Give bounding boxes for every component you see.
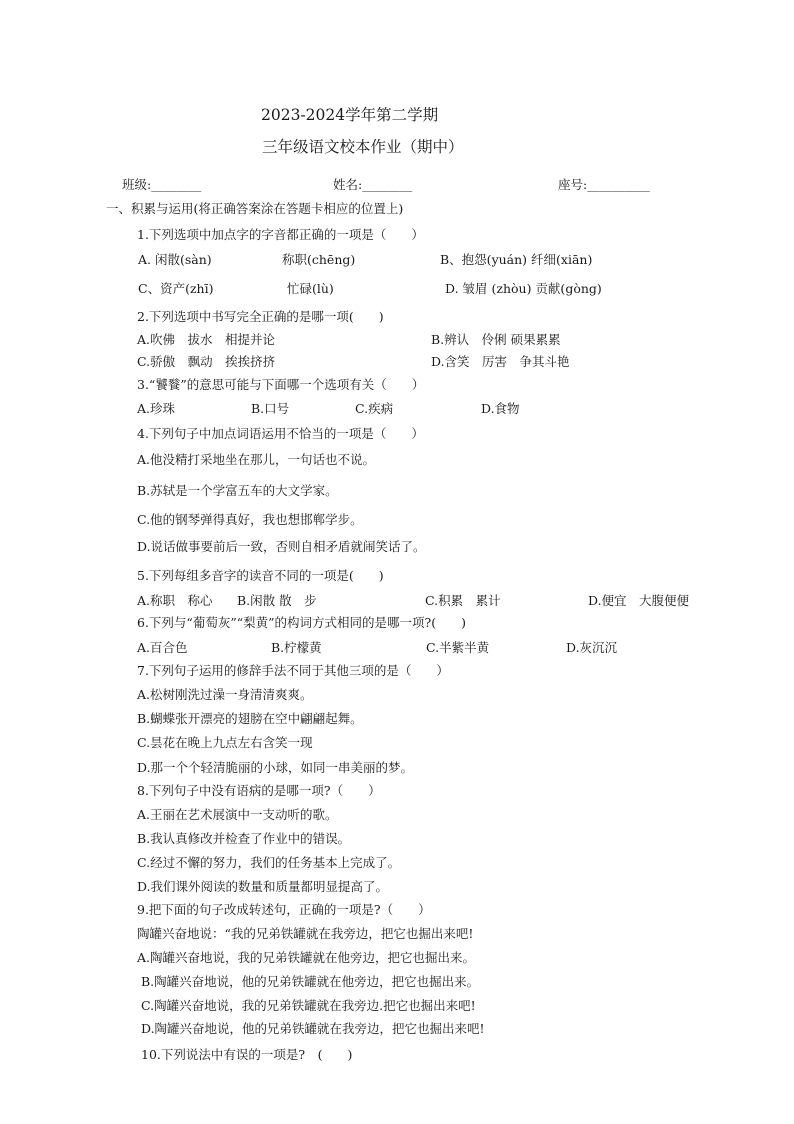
q7-option-b: B.蝴蝶张开漂亮的翅膀在空中翩翩起舞。 bbox=[137, 711, 363, 726]
q9-option-a: A.陶罐兴奋地说，我的兄弟铁罐就在他旁边，把它也掘出来。 bbox=[137, 950, 476, 965]
page-title: 三年级语文校本作业（期中） bbox=[262, 138, 464, 156]
q2-option-b: B.辨认 伶俐 硕果累累 bbox=[431, 332, 561, 347]
q9-stem: 9.把下面的句子改成转述句，正确的一项是?（ ） bbox=[137, 902, 431, 917]
q8-option-c: C.经过不懈的努力，我们的任务基本上完成了。 bbox=[137, 855, 401, 870]
q7-option-d: D.那一个个轻清脆丽的小球，如同一串美丽的梦。 bbox=[137, 760, 414, 775]
q2-option-c: C.骄傲 飘动 挨挨挤挤 bbox=[137, 354, 276, 369]
q2-stem: 2.下列选项中书写完全正确的是哪一项( ) bbox=[137, 309, 384, 324]
q3-option-c: C.疾病 bbox=[355, 401, 394, 416]
q3-option-a: A.珍珠 bbox=[137, 401, 176, 416]
q5-option-b: B.闲散 散 步 bbox=[237, 593, 317, 608]
q6-stem: 6.下列与“葡萄灰”“梨黄”的构词方式相同的是哪一项?( ) bbox=[137, 615, 466, 630]
q1-option-a2: 称职(chēng) bbox=[282, 252, 356, 267]
q6-option-a: A.百合色 bbox=[137, 640, 188, 655]
q1-option-b: B、抱怨(yuán) 纤细(xiān) bbox=[440, 252, 593, 267]
class-field: 班级:________ bbox=[122, 177, 202, 192]
q4-stem: 4.下列句子中加点词语运用不恰当的一项是（ ） bbox=[137, 426, 424, 441]
q6-option-d: D.灰沉沉 bbox=[566, 640, 618, 655]
q2-option-d: D.含笑 厉害 争其斗艳 bbox=[431, 354, 570, 369]
q10-stem: 10.下列说法中有误的一项是? ( ) bbox=[141, 1047, 353, 1062]
seat-field: 座号:__________ bbox=[558, 177, 650, 192]
q1-stem: 1.下列选项中加点字的字音都正确的一项是（ ） bbox=[137, 227, 424, 242]
term-title: 2023-2024学年第二学期 bbox=[261, 106, 439, 124]
q4-option-c: C.他的钢琴弹得真好，我也想邯郸学步。 bbox=[137, 512, 363, 527]
q3-option-d: D.食物 bbox=[481, 401, 520, 416]
q1-option-c: C、资产(zhī) bbox=[138, 281, 214, 296]
q4-option-a: A.他没精打采地坐在那儿，一句话也不说。 bbox=[137, 452, 376, 467]
q1-option-c2: 忙碌(lù) bbox=[287, 281, 334, 296]
q8-stem: 8.下列句子中没有语病的是哪一项?（ ） bbox=[137, 783, 381, 798]
q6-option-c: C.半紫半黄 bbox=[426, 640, 490, 655]
q5-option-a: A.称职 称心 bbox=[137, 593, 213, 608]
q2-option-a: A.吹佛 拔水 相提并论 bbox=[137, 332, 276, 347]
q5-option-d: D.便宜 大腹便便 bbox=[588, 593, 690, 608]
q9-option-b: B.陶罐兴奋地说，他的兄弟铁罐就在他旁边，把它也掘出来。 bbox=[141, 974, 480, 989]
q7-option-c: C.昙花在晚上九点左右含笑一现 bbox=[137, 735, 313, 750]
q9-option-d: D.陶罐兴奋地说，他的兄弟铁罐就在我旁边，把它也掘出来吧! bbox=[141, 1021, 485, 1036]
q7-stem: 7.下列句子运用的修辞手法不同于其他三项的是（ ） bbox=[137, 663, 449, 678]
q1-option-d: D. 皱眉 (zhòu) 贡献(gòng) bbox=[445, 281, 602, 296]
section-heading: 一、积累与运用(将正确答案涂在答题卡相应的位置上) bbox=[106, 201, 404, 216]
q8-option-a: A.王丽在艺术展演中一支动听的歌。 bbox=[137, 807, 338, 822]
q5-stem: 5.下列每组多音字的读音不同的一项是( ) bbox=[137, 568, 384, 583]
q8-option-d: D.我们课外阅读的数量和质量都明显提高了。 bbox=[137, 879, 389, 894]
q4-option-d: D.说话做事要前后一致，否则自相矛盾就闹笑话了。 bbox=[137, 539, 426, 554]
q9-quote: 陶罐兴奋地说：“我的兄弟铁罐就在我旁边，把它也掘出来吧! bbox=[137, 926, 474, 941]
q6-option-b: B.柠檬黄 bbox=[271, 640, 322, 655]
q3-stem: 3.“饕餮”的意思可能与下面哪一个选项有关（ ） bbox=[137, 377, 425, 392]
q3-option-b: B.口号 bbox=[251, 401, 290, 416]
q9-option-c: C.陶罐兴奋地说，我的兄弟铁罐就在我旁边.把它也掘出来吧! bbox=[141, 998, 476, 1013]
q1-option-a: A. 闲散(sàn) bbox=[138, 252, 212, 267]
q4-option-b: B.苏轼是一个学富五车的大文学家。 bbox=[137, 483, 338, 498]
q7-option-a: A.松树刚洗过澡一身清清爽爽。 bbox=[137, 687, 313, 702]
q8-option-b: B.我认真修改并检查了作业中的错误。 bbox=[137, 831, 351, 846]
name-field: 姓名:________ bbox=[333, 177, 413, 192]
q5-option-c: C.积累 累计 bbox=[425, 593, 501, 608]
